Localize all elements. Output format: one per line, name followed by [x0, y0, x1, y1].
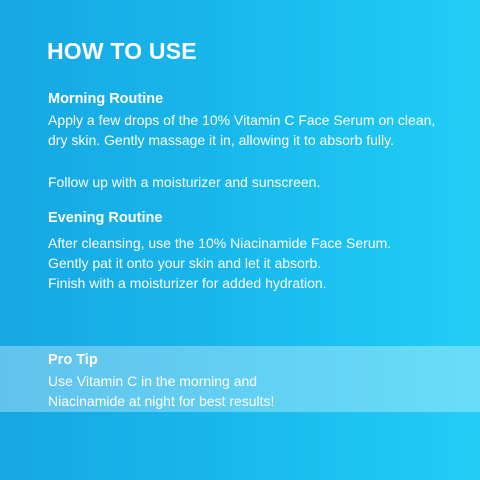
evening-routine-heading: Evening Routine	[48, 210, 163, 226]
morning-followup-text: Follow up with a moisturizer and sunscreen.	[48, 174, 321, 190]
morning-routine-instructions	[48, 110, 435, 150]
evening-line-3: Finish with a moisturizer for added hydration.	[48, 275, 327, 291]
pro-tip-line-1: Use Vitamin C in the morning and	[48, 373, 258, 389]
pro-tip-line-2: Niacinamide at night for best results!	[48, 393, 275, 409]
page-title: HOW TO USE	[47, 38, 197, 64]
evening-line-1: After cleansing, use the 10% Niacinamide Face Serum.	[48, 235, 392, 251]
morning-routine-heading: Morning Routine	[48, 91, 164, 107]
pro-tip-text	[48, 371, 274, 411]
evening-routine-instructions	[48, 233, 391, 293]
morning-line-1: Apply a few drops of the 10% Vitamin C Face Serum on clean,	[48, 112, 436, 128]
evening-line-2: Gently pat it onto your skin and let it absorb.	[48, 255, 322, 271]
pro-tip-heading: Pro Tip	[48, 352, 98, 368]
morning-line-2: dry skin. Gently massage it in, allowing it to absorb fully.	[48, 132, 395, 148]
